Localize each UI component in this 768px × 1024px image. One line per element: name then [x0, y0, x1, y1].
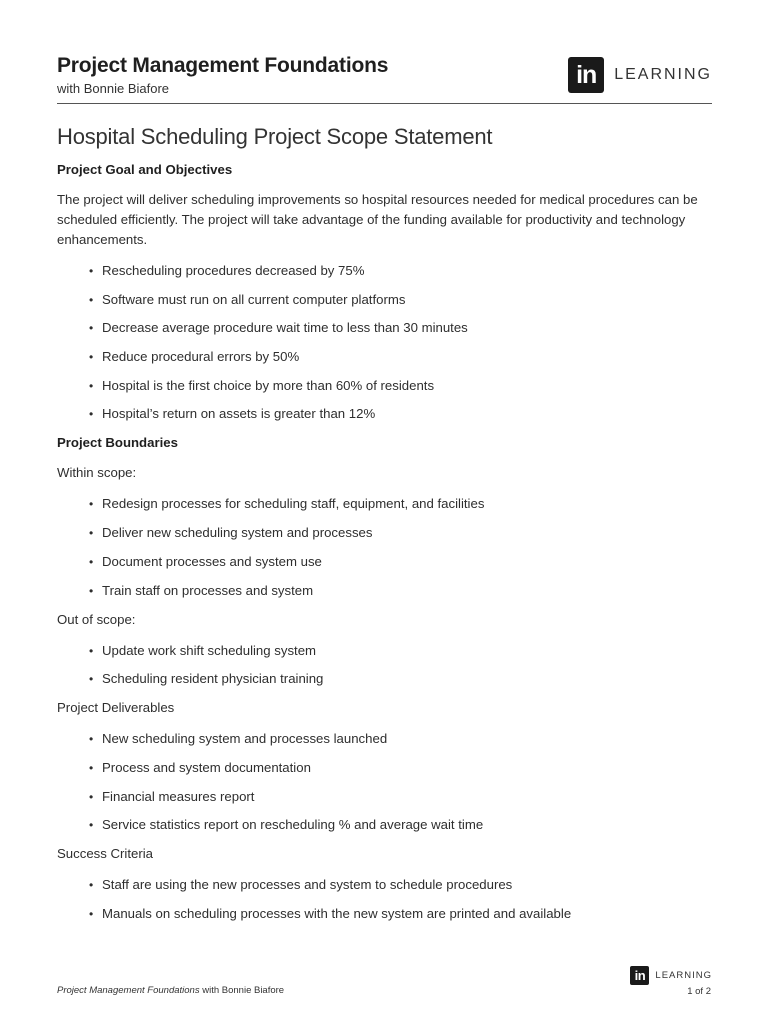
goal-paragraph: The project will deliver scheduling improvements so hospital resources needed for medical procedures can be scheduled efficiently. The project will take advantage of the funding available for productivity and technology enhancements. [57, 192, 698, 247]
boundaries-heading: Project Boundaries [57, 435, 178, 451]
list-item: • Manuals on scheduling processes with the new system are printed and available [89, 904, 712, 924]
page-number: 1 of 2 [687, 986, 711, 997]
page-header [57, 54, 712, 104]
out-of-scope-list [57, 641, 712, 690]
list-item: • Process and system documentation [89, 758, 712, 778]
footer-course-title: Project Management Foundations [57, 985, 200, 996]
list-item: • Document processes and system use [89, 552, 712, 572]
document-body [57, 160, 712, 933]
list-item: • Financial measures report [89, 787, 712, 807]
footer-course-credit [57, 985, 284, 996]
document-title: Hospital Scheduling Project Scope Statement [57, 124, 493, 149]
list-item: • Rescheduling procedures decreased by 75% [89, 261, 712, 281]
deliverables-label: Project Deliverables [57, 700, 175, 716]
linkedin-learning-logo [568, 57, 712, 93]
list-item: • Scheduling resident physician training [89, 669, 712, 689]
deliverables-list [57, 729, 712, 835]
within-scope-list [57, 494, 712, 600]
list-item: • Hospital is the first choice by more than 60% of residents [89, 376, 712, 396]
footer-logo-wordmark: LEARNING [655, 970, 712, 981]
footer-author: with Bonnie Biafore [199, 985, 285, 996]
list-item: • Hospital’s return on assets is greater than 12% [89, 404, 712, 424]
course-subtitle: with Bonnie Biafore [57, 81, 170, 96]
list-item: • Reduce procedural errors by 50% [89, 347, 712, 367]
footer-logo [630, 966, 712, 985]
list-item: • Software must run on all current computer platforms [89, 290, 712, 310]
list-item: • Update work shift scheduling system [89, 641, 712, 661]
course-title: Project Management Foundations [57, 54, 389, 77]
list-item: • Service statistics report on rescheduling % and average wait time [89, 815, 712, 835]
list-item: • New scheduling system and processes launched [89, 729, 712, 749]
logo-wordmark: LEARNING [614, 66, 712, 83]
linkedin-in-icon: in [568, 57, 604, 93]
list-item: • Staff are using the new processes and system to schedule procedures [89, 875, 712, 895]
list-item: • Deliver new scheduling system and processes [89, 523, 712, 543]
list-item: • Redesign processes for scheduling staff, equipment, and facilities [89, 494, 712, 514]
success-criteria-label: Success Criteria [57, 846, 154, 862]
list-item: • Decrease average procedure wait time to less than 30 minutes [89, 318, 712, 338]
success-criteria-list [57, 875, 712, 924]
list-item: • Train staff on processes and system [89, 581, 712, 601]
goal-heading: Project Goal and Objectives [57, 162, 233, 177]
objectives-list [57, 261, 712, 424]
within-scope-label: Within scope: [57, 465, 137, 481]
linkedin-in-icon: in [630, 966, 649, 985]
out-of-scope-label: Out of scope: [57, 611, 136, 627]
